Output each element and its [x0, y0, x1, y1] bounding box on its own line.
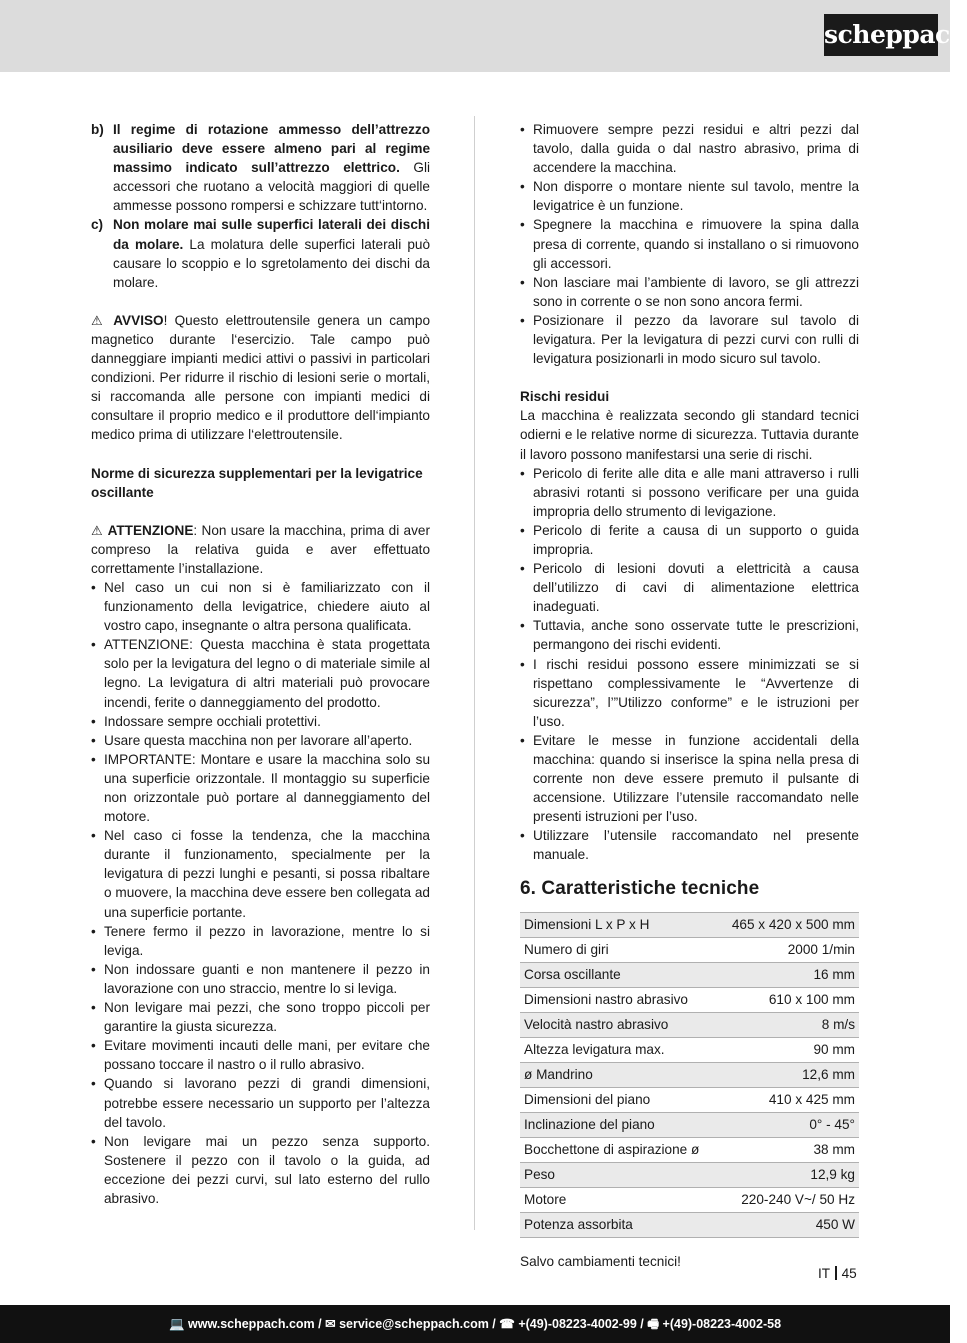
- list-item: • Non levigare mai un pezzo senza supporto. Sostenere il pezzo con il tavolo o la guida, ad eccezione dei pezzi curvi, sul lato esterno del rullo abrasivo.: [91, 1132, 430, 1208]
- safety-heading: Norme di sicurezza supplementari per la levigatrice oscillante: [91, 465, 423, 500]
- spec-key: Corsa oscillante: [520, 962, 718, 987]
- list-item: • Posizionare il pezzo da lavorare sul tavolo di levigatura. Per la levigatura di pezzi curvi con rulli di levigatura posizionarli in modo sicuro sul tavolo.: [520, 311, 859, 368]
- list-item: • Pericolo di lesioni dovuti a elettricità a causa dell’utilizzo di cavi di alimentazione elettrica inadeguati.: [520, 559, 859, 616]
- spec-key: ø Mandrino: [520, 1062, 718, 1087]
- list-item: • Nel caso ci fosse la tendenza, che la macchina durante il funzionamento, specialmente per la levigatura di pezzi lunghi e pesanti, si possa ribaltare o muovere, la macchina deve essere ben collegata ad una superficie portante.: [91, 826, 430, 921]
- computer-icon: 💻: [168, 1317, 185, 1331]
- list-item: • Utilizzare l’utensile raccomandato nel presente manuale.: [520, 826, 859, 864]
- phone-icon: ☎: [499, 1317, 515, 1331]
- spec-key: Numero di giri: [520, 937, 718, 962]
- item-c-bold: Non molare mai sulle superfici laterali dei dischi da molare.: [113, 217, 430, 252]
- spec-value: 0° - 45°: [718, 1112, 859, 1137]
- avviso-text: ! Questo elettroutensile genera un campo magnetico durante l‘esercizio. Tale campo può danneggiare impianti medici attivi o passivi in particolari condizioni. Per ridurre il rischio di lesioni serie o mortali, si raccomanda alle persone con impianti medici di consultare il proprio medico e il produttore dell‘impianto medico prima di utilizzare l‘elettroutensile.: [91, 312, 431, 443]
- spec-value: 220-240 V~/ 50 Hz: [718, 1187, 859, 1212]
- spec-value: 38 mm: [718, 1137, 859, 1162]
- rischi-heading: Rischi residui: [520, 389, 610, 405]
- item-b-bold: Il regime di rotazione ammesso dell’attrezzo ausiliario deve essere almeno pari al regime massimo indicato sull’attrezzo elettrico.: [113, 122, 430, 176]
- footer-separator: /: [488, 1317, 500, 1331]
- spec-value: 12,9 kg: [718, 1162, 859, 1187]
- spec-value: 410 x 425 mm: [718, 1087, 859, 1112]
- warning-icon: ⚠: [91, 312, 107, 328]
- spec-value: 610 x 100 mm: [718, 987, 859, 1012]
- spec-key: Bocchettone di aspirazione ø: [520, 1137, 718, 1162]
- footer-mail-link[interactable]: service@scheppach.com: [339, 1317, 489, 1331]
- spec-value: 16 mm: [718, 962, 859, 987]
- spec-value: 465 x 420 x 500 mm: [718, 912, 859, 937]
- spec-key: Potenza assorbita: [520, 1212, 718, 1237]
- attenzione-paragraph: [91, 521, 430, 578]
- column-divider: [474, 116, 475, 1230]
- table-row: [520, 1187, 859, 1212]
- list-item: • Pericolo di ferite a causa di un supporto o guida impropria.: [520, 521, 859, 559]
- list-item: • Non indossare guanti e non mantenere il pezzo in lavorazione con uno straccio, mentre lo si leviga.: [91, 960, 430, 998]
- spec-value: 2000 1/min: [718, 937, 859, 962]
- table-row: [520, 1162, 859, 1187]
- spec-key: Altezza levigatura max.: [520, 1037, 718, 1062]
- left-bullet-list: [91, 578, 430, 1208]
- spec-value: 450 W: [718, 1212, 859, 1237]
- item-c: [91, 215, 430, 291]
- table-row: [520, 1062, 859, 1087]
- table-row: [520, 962, 859, 987]
- footer-separator: /: [636, 1317, 648, 1331]
- list-item: • Usare questa macchina non per lavorare all’aperto.: [91, 731, 430, 750]
- table-row: [520, 1087, 859, 1112]
- right-bullet-list: [520, 120, 859, 368]
- spec-key: Motore: [520, 1187, 718, 1212]
- avviso-bold: AVVISO: [113, 312, 164, 328]
- list-item: • I rischi residui possono essere minimizzati se si rispettano complessivamente le “Avvertenze di sicurezza”, l’”Utilizzo conforme” e le istruzioni per l’uso.: [520, 655, 859, 731]
- list-item: • Quando si lavorano pezzi di grandi dimensioni, potrebbe essere necessario un supporto per l’altezza del tavolo.: [91, 1074, 430, 1131]
- list-item: • Non levigare mai pezzi, che sono troppo piccoli per garantire la giusta sicurezza.: [91, 998, 430, 1036]
- rischi-bullet-list: [520, 464, 859, 865]
- footer-fax: +(49)-08223-4002-58: [662, 1317, 782, 1331]
- table-row: [520, 1212, 859, 1237]
- item-c-text: La molatura delle superfici laterali può causare lo scoppio e lo sgretolamento dei dischi da molare.: [113, 236, 431, 290]
- item-b-label: b): [91, 122, 104, 137]
- spec-key: Dimensioni L x P x H: [520, 912, 718, 937]
- table-row: [520, 937, 859, 962]
- spec-key: Peso: [520, 1162, 718, 1187]
- spec-value: 8 m/s: [718, 1012, 859, 1037]
- spec-key: Inclinazione del piano: [520, 1112, 718, 1137]
- spec-key: Dimensioni nastro abrasivo: [520, 987, 718, 1012]
- left-column: [91, 120, 430, 1208]
- footer-bar: [0, 1305, 950, 1343]
- warning-icon: ⚠: [91, 522, 104, 538]
- mail-icon: ✉: [325, 1317, 336, 1331]
- spec-value: 90 mm: [718, 1037, 859, 1062]
- table-row: [520, 912, 859, 937]
- page-num: 45: [841, 1266, 857, 1281]
- footer-phone: +(49)-08223-4002-99: [518, 1317, 637, 1331]
- item-b-text: Gli accessori che ruotano a velocità maggiori di quelle ammesse possono rompersi e schizzare tutt‘intorno.: [113, 160, 431, 214]
- list-item: • Pericolo di ferite alle dita e alle mani attraverso i rulli abrasivi rotanti si possono verificare per una guida impropria dello strumento di levigazione.: [520, 464, 859, 521]
- page-lang: IT: [818, 1266, 831, 1281]
- list-item: • Tenere fermo il pezzo in lavorazione, mentre lo si leviga.: [91, 922, 430, 960]
- table-row: [520, 1137, 859, 1162]
- list-item: • ATTENZIONE: Questa macchina è stata progettata solo per la levigatura del legno o di materiale simile al legno. La levigatura di altri materiali può provocare incendi, ferite o danneggiamento del prodotto.: [91, 635, 430, 711]
- list-item: • Tuttavia, anche sono osservate tutte le prescrizioni, permangono dei rischi evidenti.: [520, 616, 859, 654]
- footer-separator: /: [314, 1317, 326, 1331]
- item-c-label: c): [91, 217, 104, 233]
- right-column: [520, 120, 859, 1271]
- section-title: 6. Caratteristiche tecniche: [520, 877, 760, 899]
- item-b: [91, 120, 430, 215]
- list-item: • Indossare sempre occhiali protettivi.: [91, 712, 430, 731]
- list-item: • Evitare movimenti incauti delle mani, per evitare che possano toccare il nastro o il rullo abrasivo.: [91, 1036, 430, 1074]
- list-item: • Rimuovere sempre pezzi residui e altri pezzi dal tavolo, dalla guida o dal nastro abrasivo, prima di accendere la macchina.: [520, 120, 859, 177]
- page-number-separator: [835, 1266, 837, 1280]
- spec-value: 12,6 mm: [718, 1062, 859, 1087]
- table-row: [520, 1112, 859, 1137]
- list-item: • Spegnere la macchina e rimuovere la spina dalla presa di corrente, quando si installano o si rimuovono gli accessori.: [520, 215, 859, 272]
- list-item: • Non lasciare mai l’ambiente di lavoro, se gli attrezzi sono in corrente o se non sono ancora fermi.: [520, 273, 859, 311]
- table-row: [520, 1037, 859, 1062]
- spec-key: Velocità nastro abrasivo: [520, 1012, 718, 1037]
- avviso-paragraph: [91, 311, 430, 445]
- fax-icon: 🖷: [647, 1317, 660, 1331]
- list-item: • Nel caso un cui non si è familiarizzato con il funzionamento della levigatrice, chiedere aiuto al vostro capo, insegnante o altra persona qualificata.: [91, 578, 430, 635]
- scheppach-logo: scheppach: [824, 14, 938, 56]
- salvo-note: Salvo cambiamenti tecnici!: [520, 1253, 681, 1269]
- specs-table: [520, 912, 859, 1238]
- rischi-intro: La macchina è realizzata secondo gli standard tecnici odierni e le relative norme di sicurezza. Tuttavia durante il lavoro possono manifestarsi una serie di rischi.: [520, 408, 859, 462]
- table-row: [520, 1012, 859, 1037]
- attenzione-bold: ATTENZIONE: [107, 522, 194, 538]
- list-item: • Non disporre o montare niente sul tavolo, mentre la levigatrice è un funzione.: [520, 177, 859, 215]
- spec-key: Dimensioni del piano: [520, 1087, 718, 1112]
- page-number: [818, 1266, 857, 1281]
- list-item: • IMPORTANTE: Montare e usare la macchina solo su una superficie orizzontale. Il montaggio su superficie non orizzontale può portare al danneggiamento del motore.: [91, 750, 430, 826]
- footer-web-link[interactable]: www.scheppach.com: [188, 1317, 315, 1331]
- attenzione-text: : Non usare la macchina, prima di aver compreso la relativa guida e aver effettuato correttamente l’installazione.: [91, 522, 431, 576]
- list-item: • Evitare le messe in funzione accidentali della macchina: quando si inserisce la spina nella presa di corrente non deve essere premuto il pulsante di accensione. Utilizzare l’utensile raccomandato nelle presenti istruzioni per l’uso.: [520, 731, 859, 826]
- table-row: [520, 987, 859, 1012]
- header-band: [0, 0, 950, 72]
